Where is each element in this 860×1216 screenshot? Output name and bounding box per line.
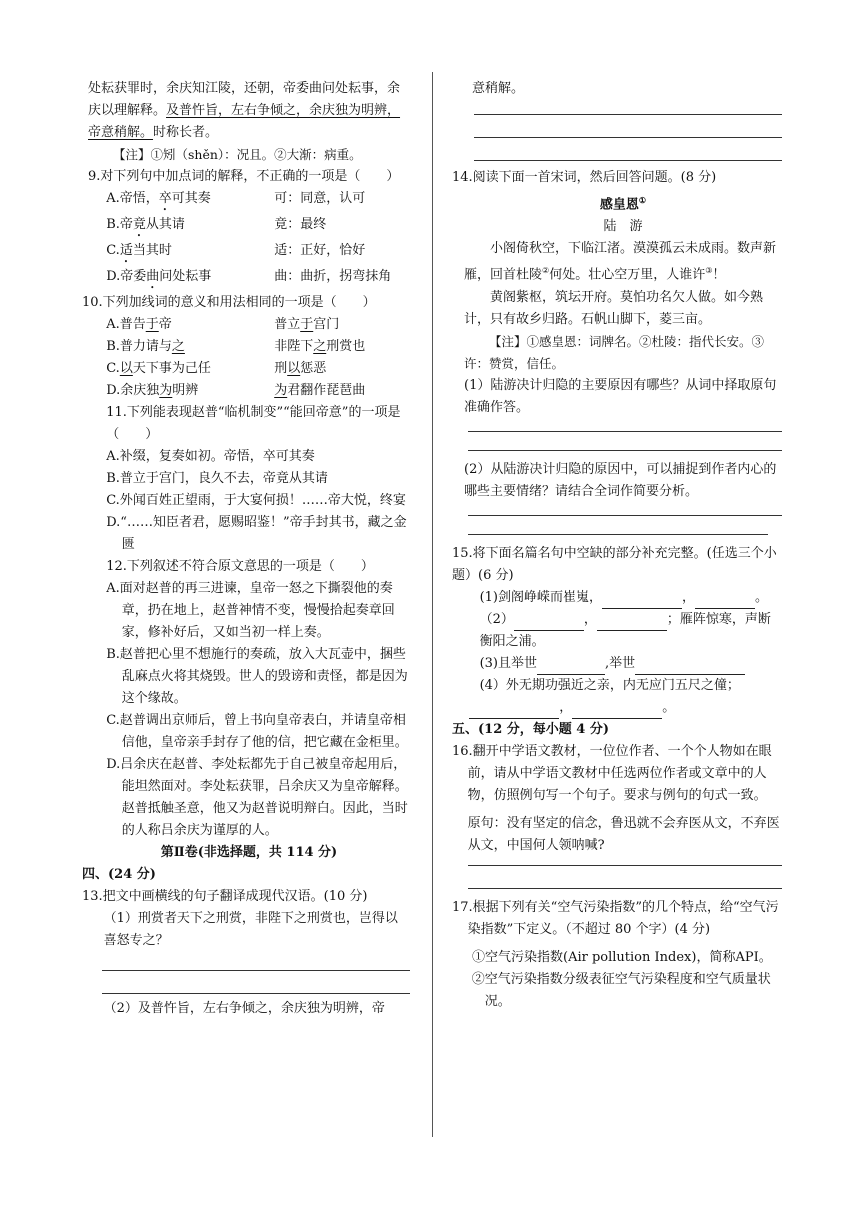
answer-line[interactable] <box>468 503 782 516</box>
question-16-stem: 16.翻开中学语文教材，一位位作者、一个个人物如在眼前，请从中学语文教材中任选两位作者或文章中的人物，仿照例句写一个句子。要求与例句的句式一致。 <box>452 743 772 803</box>
dotted-word: 适 <box>119 243 133 258</box>
question-13-stem: 13.把文中画横线的句子翻译成现代汉语。(10 分) <box>82 889 368 904</box>
passage-note: 【注】①矧（shěn）：况且。②大渐：病重。 <box>113 147 362 162</box>
answer-line[interactable] <box>468 436 782 451</box>
q13-sentence-2: （2）及普忤旨，左右争倾之，余庆独为明辨，帝 <box>103 1001 385 1016</box>
answer-line[interactable] <box>468 419 782 432</box>
poem-author: 陆 游 <box>603 219 643 235</box>
fill-blank[interactable] <box>695 592 755 609</box>
q15-item-2: （2） ， ；雁阵惊寒，声断衡阳之浦。 <box>479 611 771 649</box>
q11-option-d[interactable]: D.“……知臣者君，愿赐昭鉴！”帝手封其书，藏之金匮 <box>106 515 407 552</box>
column-divider <box>432 72 433 1137</box>
left-column <box>82 78 410 1020</box>
q14-sub-1: (1）陆游决计归隐的主要原因有哪些？从词中择取原句准确作答。 <box>464 377 777 415</box>
poem-note: 【注】①感皇恩：词牌名。②杜陵：指代长安。③许：赞赏，信任。 <box>464 333 765 371</box>
q11-option-c[interactable]: C.外闻百姓正望雨，于大宴何损！……帝大悦，终宴 <box>106 493 406 508</box>
q15-item-4: (4）外无期功强近之亲，内无应门五尺之僮； <box>479 677 740 693</box>
underlined-sentence: 及普忤旨，左右争倾之，余庆独为明辨，帝意稍解。 <box>88 103 401 140</box>
q12-option-a[interactable]: A.面对赵普的再三进谏，皇帝一怒之下撕裂他的奏章，扔在地上，赵普神情不变，慢慢拾起奏章回家，修补好后，又如当初一样上奏。 <box>106 581 395 640</box>
q15-item-3: (3)且举世 ,举世 <box>464 653 782 675</box>
q9-option-a[interactable]: A.帝悟，卒可其奏 可：同意，认可 <box>106 191 366 206</box>
section-4-title: 四、(24 分) <box>82 867 156 882</box>
q10-option-a[interactable]: A.普告于帝 普立于宫门 <box>106 317 340 332</box>
q12-option-b[interactable]: B.赵普把心里不想施行的奏疏，放入大瓦壶中，捆些乱麻点火将其烧毁。世人的毁谤和责怪，都是因为这个缘故。 <box>106 647 408 706</box>
q15-item-4-blanks: ， 。 <box>464 697 782 719</box>
answer-line[interactable] <box>102 952 410 971</box>
q14-sub-2: (2）从陆游决计归隐的原因中，可以捕捉到作者内心的哪些主要情绪？请结合全词作简要分析。 <box>464 461 777 499</box>
question-9-stem: 9.对下列句中加点词的解释，不正确的一项是（ ） <box>88 169 400 184</box>
question-10-stem: 10.下列加线词的意义和用法相同的一项是（ ） <box>82 295 376 310</box>
q10-option-d[interactable]: D.余庆独为明辨 为君翻作琵琶曲 <box>106 383 366 398</box>
answer-line[interactable] <box>474 119 782 138</box>
q16-example: 原句：没有坚定的信念，鲁迅就不会弃医从文，不弃医从文，中国何人领呐喊? <box>467 815 780 853</box>
q11-option-a[interactable]: A.补缀，复奏如初。帝悟，卒可其奏 <box>106 449 315 464</box>
question-11-stem: 11.下列能表现赵普“临机制变”“能回帝意”的一项是（ ） <box>106 405 401 442</box>
q15-item-1: (1)剑阁峥嵘而崔嵬， ， 。 <box>464 587 782 609</box>
q12-option-c[interactable]: C.赵普调出京师后，曾上书向皇帝表白，并请皇帝相信他，皇帝亲手封存了他的信，把它藏在金柜里。 <box>106 713 408 750</box>
q12-option-d[interactable]: D.吕余庆在赵普、李处耘都先于自己被皇帝起用后，能坦然面对。李处耘获罪，吕余庆又为皇帝解释。赵普抵触圣意，他又为赵普说明辩白。因此，当时的人称吕余庆为谨厚的人。 <box>106 757 408 838</box>
fill-blank[interactable] <box>514 614 584 631</box>
fill-blank[interactable] <box>572 702 662 719</box>
poem-stanza-2: 黄阁紫枢，筑坛开府。莫怕功名欠人做。如今熟计，只有故乡归路。石帆山脚下，菱三亩。 <box>464 289 764 327</box>
passage-paragraph: 处耘获罪时，余庆知江陵，还朝，帝委曲问处耘事，余庆以理解释。及普忤旨，左右争倾之，余庆独为明辨，帝意稍解。时称长者。 <box>88 81 401 140</box>
answer-line[interactable] <box>468 857 782 866</box>
answer-line[interactable] <box>468 520 768 535</box>
q9-option-c[interactable]: C.适当其时 适：正好，恰好 <box>106 243 366 258</box>
q17-point-1: ①空气污染指数(Air pollution Index)，简称API。 <box>472 949 772 965</box>
q10-option-b[interactable]: B.普力请与之 非陛下之刑赏也 <box>106 339 366 354</box>
q17-point-2: ②空气污染指数分级表征空气污染程度和空气质量状况。 <box>471 971 771 1009</box>
q11-option-b[interactable]: B.普立于宫门，良久不去，帝竟从其请 <box>106 471 328 486</box>
question-12-stem: 12.下列叙述不符合原文意思的一项是（ ） <box>106 559 374 574</box>
answer-line[interactable] <box>474 100 782 115</box>
q9-option-b[interactable]: B.帝竟从其请 竟：最终 <box>106 217 327 232</box>
fill-blank[interactable] <box>537 658 605 675</box>
answer-line[interactable] <box>102 975 410 994</box>
q10-option-c[interactable]: C.以天下事为己任 刑以惩恶 <box>106 361 327 376</box>
question-14-stem: 14.阅读下面一首宋词，然后回答问题。(8 分) <box>452 170 717 185</box>
fill-blank[interactable] <box>602 592 682 609</box>
q9-option-d[interactable]: D.帝委曲问处耘事 曲：曲折，拐弯抹角 <box>106 269 392 284</box>
answer-line[interactable] <box>468 870 782 889</box>
right-column <box>452 78 782 1013</box>
fill-blank[interactable] <box>635 658 745 675</box>
poem-title: 感皇恩① <box>599 195 647 213</box>
poem-stanza-1: 小阁倚秋空，下临江渚。漠漠孤云未成雨。数声新雁，回首杜陵②何处。壮心空万里，人谁许③！ <box>464 241 777 283</box>
dotted-word: 曲 <box>146 269 160 284</box>
q13-sentence-2-cont: 意稍解。 <box>472 81 525 96</box>
fill-blank[interactable] <box>469 702 559 719</box>
dotted-word: 竟 <box>132 217 146 232</box>
q13-sentence-1: （1）刑赏者天下之刑赏，非陛下之刑赏也，岂得以喜怒专之？ <box>103 911 398 948</box>
section-5-title: 五、(12 分，每小题 4 分) <box>452 721 610 737</box>
question-15-stem: 15.将下面名篇名句中空缺的部分补充完整。(任选三个小题）(6 分) <box>452 545 777 583</box>
answer-line[interactable] <box>474 142 782 161</box>
part-2-title: 第Ⅱ卷(非选择题，共 114 分) <box>160 845 338 860</box>
fill-blank[interactable] <box>597 614 667 631</box>
question-17-stem: 17.根据下列有关“空气污染指数”的几个特点，给“空气污染指数”下定义。（不超过 80 个字）(4 分) <box>452 899 779 937</box>
dotted-word: 卒 <box>158 191 172 206</box>
